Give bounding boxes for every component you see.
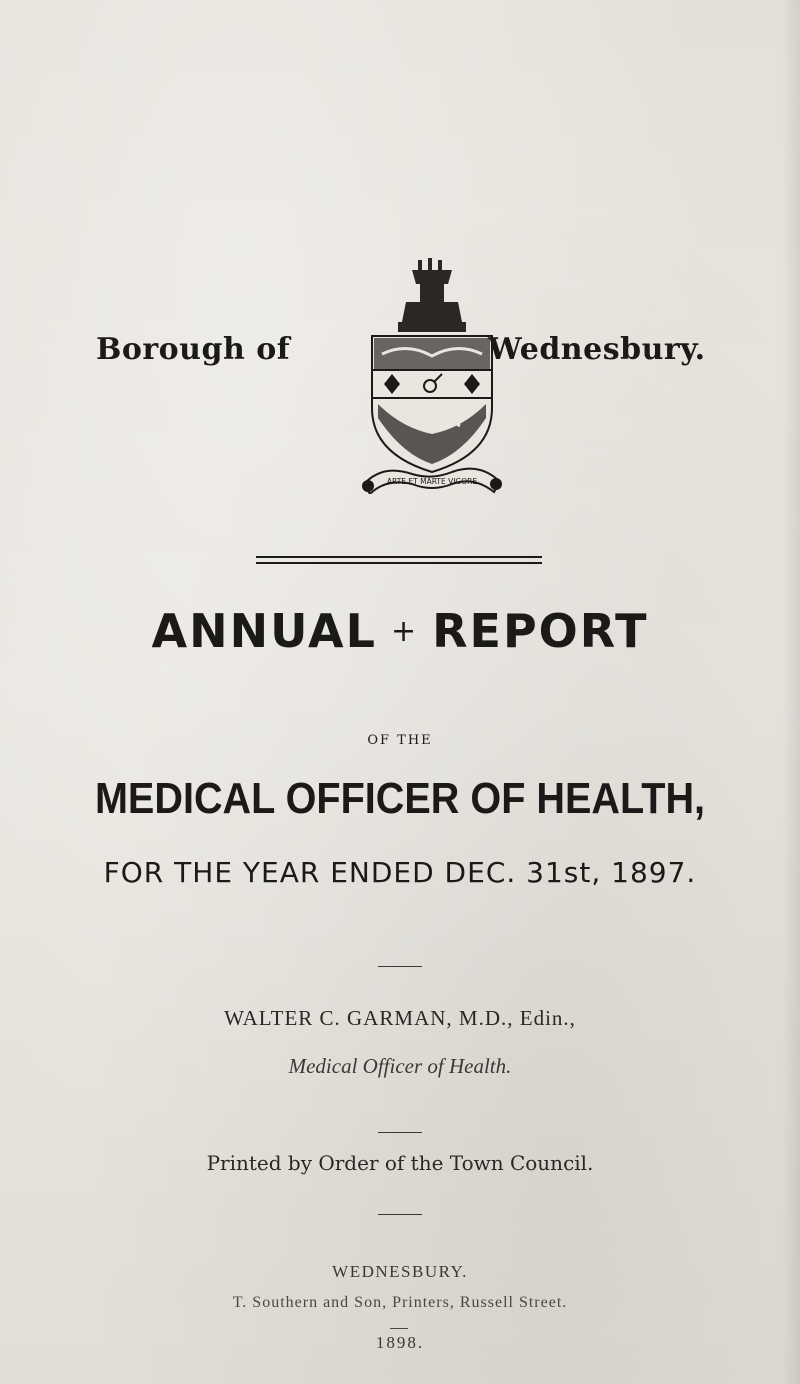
imprint-place: WEDNESBURY.: [332, 1262, 468, 1281]
divider-rule-bottom: [256, 562, 542, 564]
title-report: REPORT: [432, 604, 649, 658]
title-separator: +: [390, 614, 419, 649]
of-the-label: OF THE: [367, 733, 433, 748]
report-title: [0, 604, 800, 658]
crest-motto: ARTE ET MARTE VIGORE: [386, 477, 478, 486]
printed-by-line: Printed by Order of the Town Council.: [206, 1151, 594, 1175]
borough-heading: Borough of: [96, 332, 291, 367]
author-role: Medical Officer of Health.: [288, 1054, 512, 1078]
short-divider: [378, 1214, 422, 1215]
town-heading: Wednesbury.: [488, 332, 706, 367]
short-divider: [378, 966, 422, 967]
report-period: FOR THE YEAR ENDED DEC. 31st, 1897.: [103, 856, 697, 889]
title-annual: ANNUAL: [151, 604, 377, 658]
imprint-printer: T. Southern and Son, Printers, Russell Street.: [232, 1294, 568, 1311]
short-divider: [378, 1132, 422, 1133]
author-name: WALTER C. GARMAN, M.D., Edin.,: [224, 1006, 576, 1030]
imprint-year: 1898.: [375, 1333, 425, 1352]
tiny-divider: [390, 1328, 408, 1329]
page-edge-shadow: [782, 0, 800, 1384]
divider-rule-top: [256, 556, 542, 558]
coat-of-arms-crest: [362, 258, 502, 494]
report-subject: MEDICAL OFFICER OF HEALTH,: [94, 774, 706, 823]
